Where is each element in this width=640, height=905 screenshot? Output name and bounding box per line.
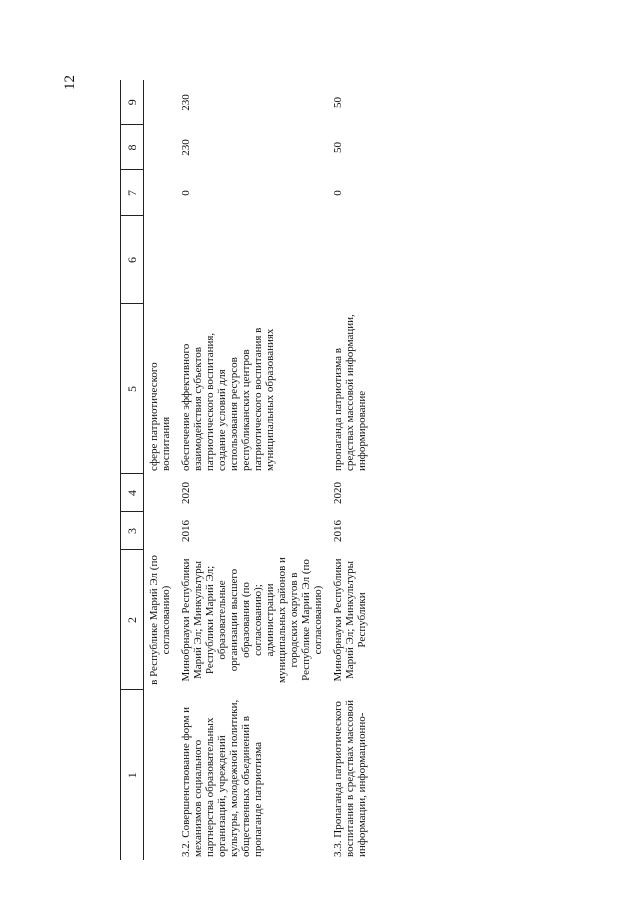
cell-executors: Минобрнауки Республики Марий Эл; Минкультуры Республики Марий Эл; образовательные организации высшего образования (по согласованию); администрации муниципальных районов и городских округов в Республике Марий Эл (по согласованию) — [180, 557, 324, 683]
cell-end-year: 2020 — [180, 482, 192, 504]
cell-end-year: 2020 — [332, 482, 344, 504]
cell-col8 — [144, 125, 177, 170]
cell-end-year — [144, 474, 177, 512]
cell-col8: 50 — [332, 142, 344, 153]
column-header-3: 3 — [121, 512, 144, 550]
column-header-9: 9 — [121, 80, 144, 125]
cell-activity: 3.2. Совершенствование форм и механизмов социального партнерства образовательных организаций, учреждений культуры, молодежной политики, общественных объединений в пропаганде патриотизма — [180, 699, 264, 857]
cell-col9: 50 — [332, 97, 344, 108]
rotated-document-page — [62, 75, 530, 860]
cell-col7: 0 — [180, 190, 192, 196]
cell-col8: 230 — [180, 139, 192, 156]
cell-result: сфере патриотического воспитания — [148, 362, 172, 471]
cell-col6 — [328, 216, 372, 304]
column-numbers-row — [121, 80, 144, 860]
table-row — [176, 80, 328, 860]
column-header-1: 1 — [121, 690, 144, 860]
cell-start-year: 2016 — [180, 520, 192, 542]
programme-table — [120, 80, 372, 860]
cell-col7: 0 — [332, 190, 344, 196]
cell-start-year — [144, 512, 177, 550]
cell-activity: 3.3. Пропаганда патриотического воспитания в средствах массовой информации, информационно- — [332, 699, 368, 857]
column-header-5: 5 — [121, 304, 144, 474]
cell-activity — [144, 690, 177, 860]
column-header-6: 6 — [121, 216, 144, 304]
cell-result: обеспечение эффективного взаимодействия субъектов патриотического воспитания, создание условий для использования ресурсов республиканских центров патриотического воспитания в муниципальных образованиях — [180, 327, 276, 471]
cell-executors: Минобрнауки Республики Марий Эл; Минкультуры Республики — [332, 558, 368, 682]
column-header-2: 2 — [121, 550, 144, 690]
column-header-8: 8 — [121, 125, 144, 170]
cell-result: пропаганда патриотизма в средствах массовой информации, информирование — [332, 314, 368, 471]
cell-start-year: 2016 — [332, 520, 344, 542]
cell-col9 — [144, 80, 177, 125]
cell-col6 — [144, 216, 177, 304]
table-row — [144, 80, 177, 860]
column-header-4: 4 — [121, 474, 144, 512]
page-number: 12 — [62, 75, 78, 90]
table-row — [328, 80, 372, 860]
cell-col6 — [176, 216, 328, 304]
cell-col9: 230 — [180, 94, 192, 111]
cell-executors: в Республике Марий Эл (по согласованию) — [148, 555, 172, 685]
column-header-7: 7 — [121, 170, 144, 216]
cell-col7 — [144, 170, 177, 216]
